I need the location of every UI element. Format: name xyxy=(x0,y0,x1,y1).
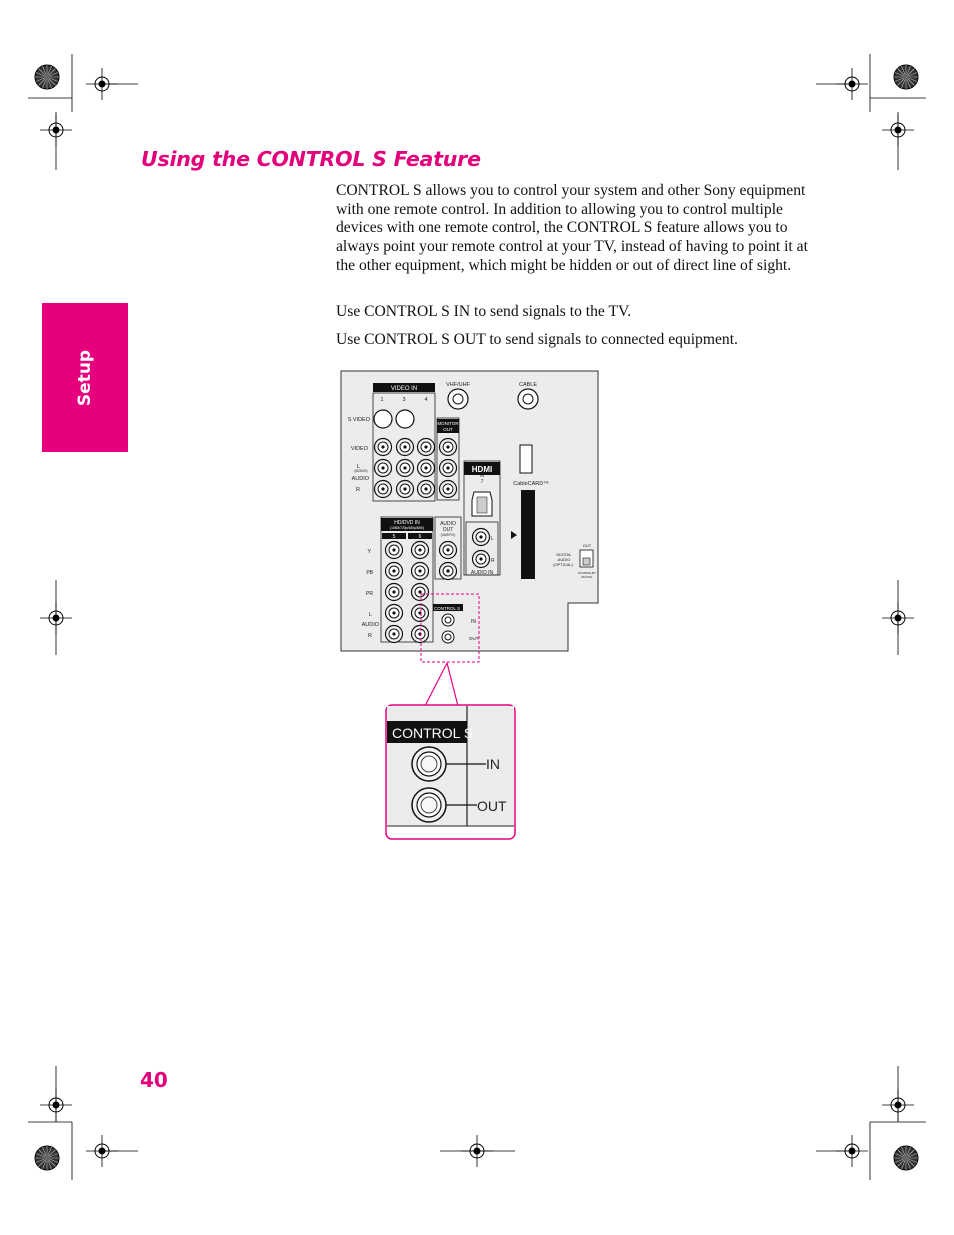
monitor-label: MONITOR xyxy=(437,421,459,426)
hd-dvd-sub-label: (1080i/720p/480p/480i) xyxy=(390,526,424,530)
zoom-control-s-label: CONTROL S xyxy=(392,725,474,741)
audio-out-label-2: OUT xyxy=(442,527,454,533)
digital-out-label: OUT xyxy=(582,543,592,548)
video-label: VIDEO xyxy=(350,446,368,452)
zoom-in-label: IN xyxy=(486,756,500,772)
component-num-6: 6 xyxy=(418,534,422,540)
audio-in-l-label: L xyxy=(491,536,494,542)
control-s-small-label: CONTROL S xyxy=(433,606,461,611)
audio-label: AUDIO xyxy=(351,476,369,482)
pcm-label-2: DIGITAL xyxy=(581,575,593,579)
input-num-4: 4 xyxy=(424,397,428,403)
cablecard-label: CableCARD™ xyxy=(513,481,549,487)
cable-label: CABLE xyxy=(518,382,538,388)
hdmi-label: HDMI xyxy=(471,465,493,474)
digital-optical-label: (OPTICAL) xyxy=(553,562,573,567)
audio-out-sub-label: (VAR/FIX) xyxy=(440,533,456,537)
mono-label: (MONO) xyxy=(354,469,368,473)
vhf-uhf-label: VHF/UHF xyxy=(446,382,470,388)
paragraph-3: Use CONTROL S OUT to send signals to connected equipment. xyxy=(336,331,738,348)
audio-in-r-label: R xyxy=(491,558,495,564)
section-tab-label: Setup xyxy=(75,349,95,406)
video-in-label: VIDEO IN xyxy=(390,386,418,392)
hdmi-num-label: 7 xyxy=(480,479,484,485)
component-num-5: 5 xyxy=(392,534,396,540)
zoom-out-label: OUT xyxy=(477,798,507,814)
pb-label: PB xyxy=(366,570,373,576)
hdmi-in-label: IN xyxy=(480,473,484,478)
page-title: Using the CONTROL S Feature xyxy=(141,147,481,171)
paragraph-2: Use CONTROL S IN to send signals to the TV. xyxy=(336,303,632,320)
digital-audio-label: DIGITAL xyxy=(556,552,572,557)
audio-in-label: AUDIO IN xyxy=(470,570,494,576)
component-l-label: L xyxy=(368,612,372,618)
component-audio-label: AUDIO xyxy=(361,622,379,628)
control-s-out-small-label: OUT xyxy=(469,636,479,641)
pr-label: PR xyxy=(366,591,373,597)
component-r-label: R xyxy=(368,633,372,639)
control-s-in-small-label: IN xyxy=(471,619,476,625)
digital-audio-label-2: AUDIO xyxy=(557,557,571,562)
y-label: Y xyxy=(367,549,371,555)
l-mono-label: L xyxy=(356,464,360,470)
audio-out-label: AUDIO xyxy=(440,521,456,527)
paragraph-1: CONTROL S allows you to control your system and other Sony equipment with one remote control. In addition to allowing you to control multiple devices with one remote control, the CONTROL S feature allows you to always point your remote control at your TV, instead of having to point it at the other equipment, which might be hidden or out of direct line of sight. xyxy=(336,182,808,274)
monitor-out-label: OUT xyxy=(443,427,453,432)
hd-dvd-in-label: HD/DVD IN xyxy=(394,520,420,526)
page-number: 40 xyxy=(140,1068,168,1092)
input-num-3: 3 xyxy=(402,397,406,403)
input-num-1: 1 xyxy=(380,397,384,403)
s-video-label: S VIDEO xyxy=(347,417,370,423)
r-label: R xyxy=(356,487,360,493)
pcm-label: PCM/DOLBY xyxy=(578,571,596,575)
